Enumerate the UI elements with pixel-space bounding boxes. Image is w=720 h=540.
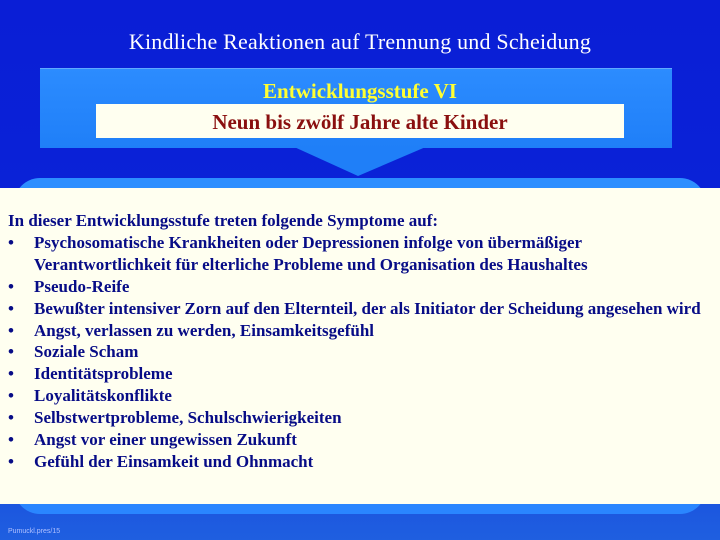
- list-item: [8, 407, 712, 429]
- list-item: [8, 385, 712, 407]
- intro-text: In dieser Entwicklungsstufe treten folgende Symptome auf:: [8, 211, 439, 230]
- symptom-text: Psychosomatische Krankheiten oder Depressionen infolge von übermäßiger Verantwortlichkeit für elterliche Probleme und Organisation des Haushaltes: [34, 232, 588, 274]
- symptom-text: Identitätsprobleme: [34, 364, 173, 384]
- bullet-icon: •: [8, 276, 14, 296]
- symptom-content: [8, 210, 712, 473]
- slide-title: Kindliche Reaktionen auf Trennung und Scheidung: [128, 29, 592, 54]
- list-item: [8, 276, 712, 298]
- stage-title: Entwicklungsstufe VI: [263, 79, 457, 103]
- symptom-text: Soziale Scham: [34, 342, 139, 362]
- age-group-label: Neun bis zwölf Jahre alte Kinder: [212, 110, 508, 134]
- bullet-icon: •: [8, 408, 14, 428]
- symptom-text: Angst vor einer ungewissen Zukunft: [34, 430, 297, 450]
- bullet-icon: •: [8, 320, 14, 340]
- down-arrow-shape: [292, 146, 428, 176]
- list-item: [8, 451, 712, 473]
- symptom-text: Loyalitätskonflikte: [34, 386, 172, 406]
- slide-footer: Pumuckl.pres/15: [8, 528, 61, 535]
- bullet-icon: •: [8, 386, 14, 406]
- list-item: [8, 298, 712, 320]
- list-item: [8, 429, 712, 451]
- symptom-list: [8, 232, 712, 473]
- list-item: [8, 320, 712, 342]
- down-arrow-icon: [290, 146, 430, 178]
- symptom-text: Pseudo-Reife: [34, 276, 130, 296]
- bullet-icon: •: [8, 451, 14, 471]
- bullet-icon: •: [8, 298, 14, 318]
- symptom-text: Gefühl der Einsamkeit und Ohnmacht: [34, 451, 314, 471]
- symptom-text: Bewußter intensiver Zorn auf den Elternteil, der als Initiator der Scheidung angesehen wird: [34, 298, 701, 318]
- list-item: [8, 341, 712, 363]
- symptom-text: Angst, verlassen zu werden, Einsamkeitsgefühl: [34, 320, 375, 340]
- bullet-icon: •: [8, 342, 14, 362]
- bullet-icon: •: [8, 232, 14, 252]
- symptom-text: Selbstwertprobleme, Schulschwierigkeiten: [34, 408, 342, 428]
- bullet-icon: •: [8, 430, 14, 450]
- bullet-icon: •: [8, 364, 14, 384]
- list-item: [8, 363, 712, 385]
- list-item: [8, 232, 712, 276]
